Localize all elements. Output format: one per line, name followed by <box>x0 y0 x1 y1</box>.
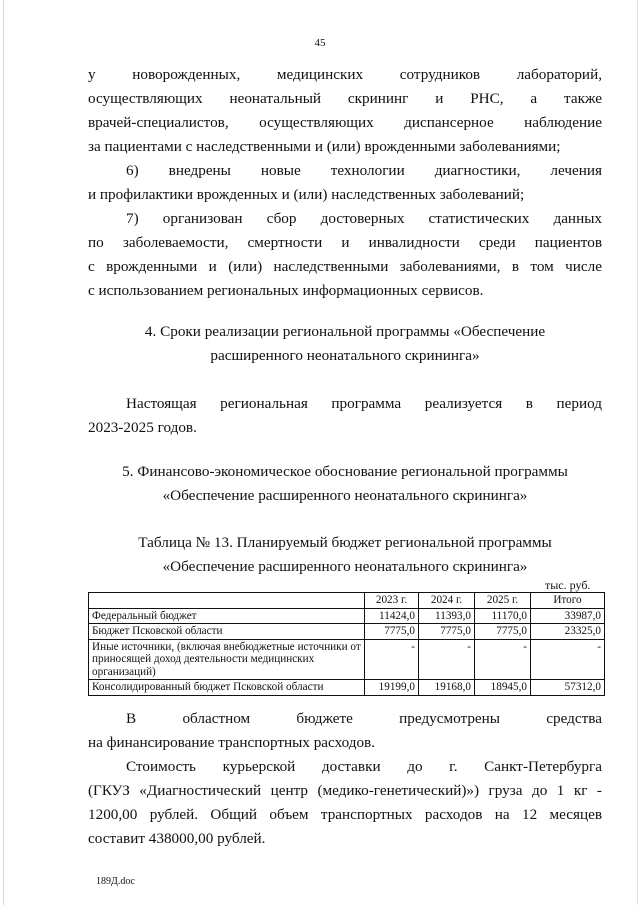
file-name-footer: 189Д.doc <box>96 876 135 887</box>
row-label: Иные источники, (включая внебюджетные источники от приносящей доход деятельности медицинских организаций) <box>89 639 365 680</box>
table-cell: 11424,0 <box>365 608 419 624</box>
paragraph-line: по заболеваемости, смертности и инвалидности среди пациентов <box>88 234 602 251</box>
table-cell: 57312,0 <box>531 680 605 696</box>
paragraph-line: 6) внедрены новые технологии диагностики, лечения <box>126 162 602 179</box>
table-cell: 7775,0 <box>419 624 475 640</box>
table-cell: - <box>475 639 531 680</box>
header-cell <box>89 593 365 609</box>
section-heading-4 <box>88 320 602 368</box>
table-header-row <box>89 593 605 609</box>
header-cell: Итого <box>531 593 605 609</box>
table-cell: 11170,0 <box>475 608 531 624</box>
header-cell: 2023 г. <box>365 593 419 609</box>
table-row <box>89 624 605 640</box>
table-cell: 19199,0 <box>365 680 419 696</box>
section-heading-5 <box>88 460 602 508</box>
paragraph-line: 2023-2025 годов. <box>88 419 197 436</box>
table-cell: - <box>419 639 475 680</box>
row-label: Федеральный бюджет <box>89 608 365 624</box>
paragraph-screening-staff <box>88 63 602 159</box>
paragraph-transport-funding <box>88 707 602 755</box>
table-cell: 23325,0 <box>531 624 605 640</box>
table-cell: 19168,0 <box>419 680 475 696</box>
table-row <box>89 608 605 624</box>
table-cell: 33987,0 <box>531 608 605 624</box>
page-edge-right <box>637 0 638 905</box>
list-item-6 <box>88 159 602 207</box>
paragraph-line: на финансирование транспортных расходов. <box>88 734 376 751</box>
table-cell: 18945,0 <box>475 680 531 696</box>
table-cell: - <box>365 639 419 680</box>
row-label: Консолидированный бюджет Псковской области <box>89 680 365 696</box>
paragraph-period <box>88 392 602 440</box>
table-row <box>89 639 605 680</box>
paragraph-line: (ГКУЗ «Диагностический центр (медико-генетический)») груза до 1 кг - <box>88 782 602 799</box>
page-edge-left <box>3 0 4 905</box>
paragraph-line: составит 438000,00 рублей. <box>88 830 266 847</box>
paragraph-line: с врожденными и (или) наследственными заболеваниями, в том числе <box>88 258 602 275</box>
paragraph-line: Настоящая региональная программа реализуется в период <box>126 395 602 412</box>
table-row <box>89 680 605 696</box>
paragraph-line: врачей-специалистов, осуществляющих диспансерное наблюдение <box>88 114 602 131</box>
heading-line: 4. Сроки реализации региональной программы «Обеспечение <box>144 323 546 340</box>
budget-table <box>88 592 605 696</box>
paragraph-line: за пациентами с наследственными и (или) врожденными заболеваниями; <box>88 138 561 155</box>
heading-line: 5. Финансово-экономическое обоснование региональной программы <box>122 463 568 480</box>
table-title <box>88 531 602 579</box>
table-title-line: «Обеспечение расширенного неонатального скрининга» <box>162 558 528 575</box>
heading-line: расширенного неонатального скрининга» <box>210 347 480 364</box>
header-cell: 2024 г. <box>419 593 475 609</box>
paragraph-line: В областном бюджете предусмотрены средства <box>126 710 602 727</box>
table-units: тыс. руб. <box>545 578 591 592</box>
paragraph-delivery-cost <box>88 755 602 851</box>
paragraph-line: осуществляющих неонатальный скрининг и РНС, а также <box>88 90 602 107</box>
table-cell: 7775,0 <box>475 624 531 640</box>
paragraph-line: и профилактики врожденных и (или) наследственных заболеваний; <box>88 186 525 203</box>
paragraph-line: Стоимость курьерской доставки до г. Санкт-Петербурга <box>126 758 602 775</box>
table-cell: - <box>531 639 605 680</box>
table-title-line: Таблица № 13. Планируемый бюджет региональной программы <box>138 534 552 551</box>
table-cell: 7775,0 <box>365 624 419 640</box>
heading-line: «Обеспечение расширенного неонатального скрининга» <box>162 487 528 504</box>
row-label: Бюджет Псковской области <box>89 624 365 640</box>
header-cell: 2025 г. <box>475 593 531 609</box>
paragraph-line: у новорожденных, медицинских сотрудников лабораторий, <box>88 66 602 83</box>
paragraph-line: 7) организован сбор достоверных статистических данных <box>126 210 602 227</box>
table-cell: 11393,0 <box>419 608 475 624</box>
paragraph-line: с использованием региональных информационных сервисов. <box>88 282 484 299</box>
list-item-7 <box>88 207 602 303</box>
page-number: 45 <box>314 37 326 49</box>
paragraph-line: 1200,00 рублей. Общий объем транспортных расходов на 12 месяцев <box>88 806 602 823</box>
